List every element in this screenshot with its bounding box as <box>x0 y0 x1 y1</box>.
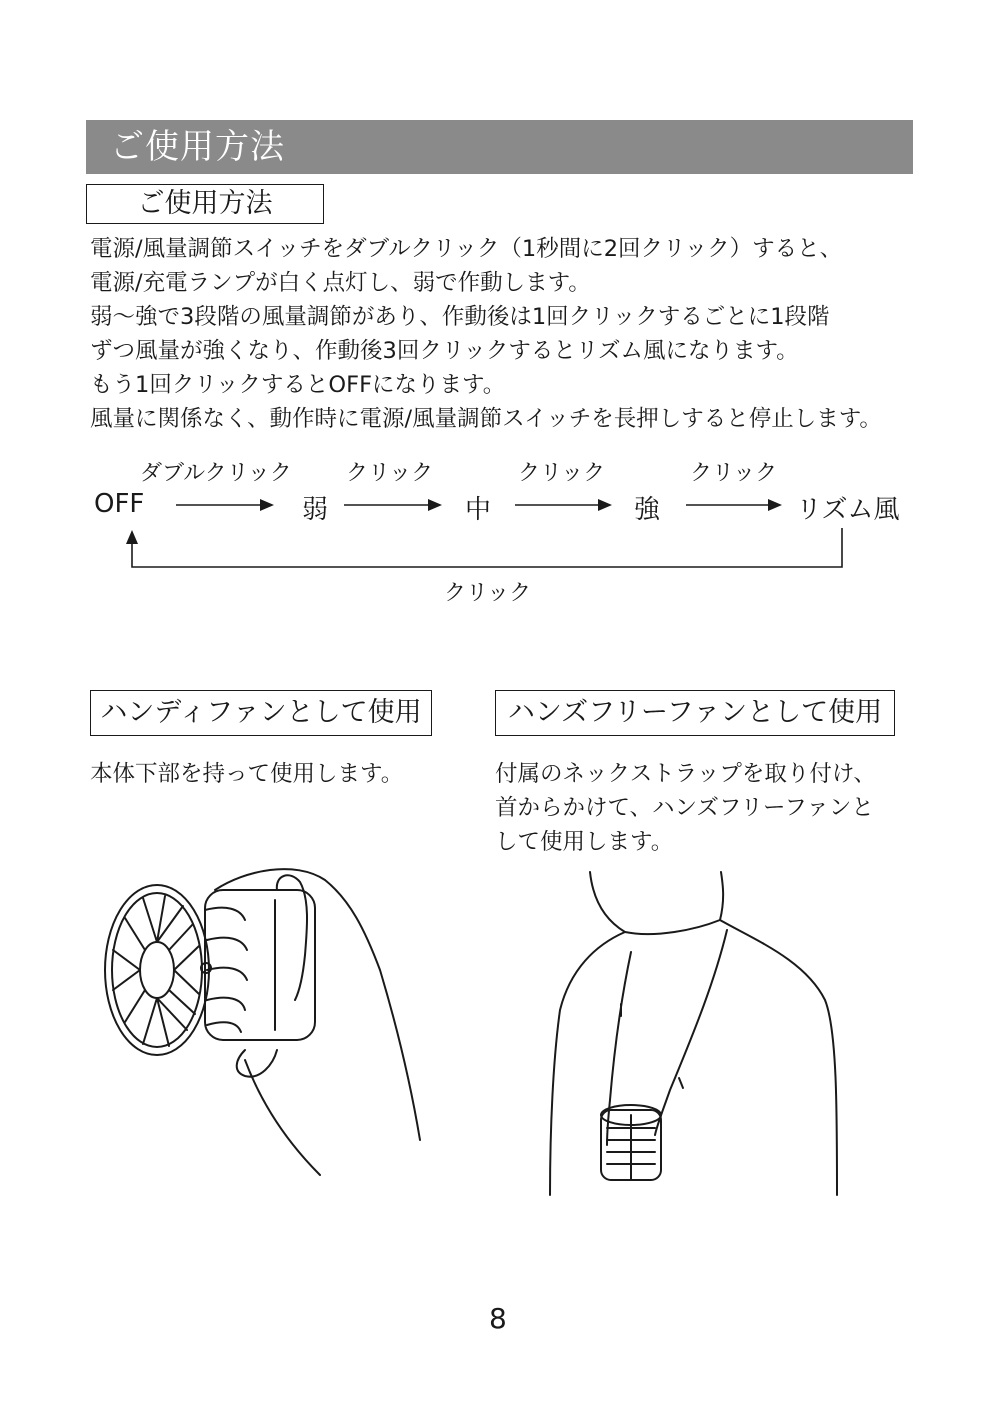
flow-label-click: クリック <box>346 461 434 486</box>
handsfree-usage-title: ハンズフリーファンとして使用 <box>495 690 895 736</box>
flow-label-double-click: ダブルクリック <box>140 461 292 486</box>
flow-arrowhead <box>598 499 612 511</box>
handsfree-line: 付属のネックストラップを取り付け、 <box>495 761 876 787</box>
flow-arrows <box>0 0 998 620</box>
instruction-line: 風量に関係なく、動作時に電源/風量調節スイッチを長押しすると停止します。 <box>90 406 882 432</box>
flow-node-rhythm: リズム風 <box>796 495 900 525</box>
instruction-line: 電源/充電ランプが白く点灯し、弱で作動します。 <box>90 270 591 296</box>
flow-return-line <box>132 528 842 567</box>
page-number: 8 <box>489 1302 507 1335</box>
flow-return-label: クリック <box>444 581 532 606</box>
flow-arrowhead <box>428 499 442 511</box>
subtitle-box: ご使用方法 <box>86 184 324 224</box>
neck-strap-illustration <box>545 860 845 1200</box>
instruction-line: もう1回クリックするとOFFになります。 <box>90 372 506 398</box>
instruction-line: ずつ風量が強くなり、作動後3回クリックするとリズム風になります。 <box>90 338 799 364</box>
flow-label-click: クリック <box>518 461 606 486</box>
handsfree-line: 首からかけて、ハンズフリーファンと <box>495 795 874 821</box>
flow-label-click: クリック <box>690 461 778 486</box>
flow-node-medium: 中 <box>465 495 492 525</box>
hand-holding-fan-illustration <box>95 860 435 1190</box>
instruction-line: 電源/風量調節スイッチをダブルクリック（1秒間に2回クリック）すると、 <box>90 236 843 262</box>
handsfree-line: して使用します。 <box>495 829 674 855</box>
handy-usage-description: 本体下部を持って使用します。 <box>90 761 404 787</box>
flow-return-arrowhead <box>126 530 138 544</box>
flow-node-weak: 弱 <box>302 495 329 525</box>
handsfree-usage-description <box>495 757 876 859</box>
flow-arrowhead <box>768 499 782 511</box>
instruction-line: 弱～強で3段階の風量調節があり、作動後は1回クリックするごとに1段階 <box>90 304 830 330</box>
flow-node-off: OFF <box>94 489 145 519</box>
flow-node-strong: 強 <box>634 495 661 525</box>
flow-arrowhead <box>260 499 274 511</box>
handy-usage-title: ハンディファンとして使用 <box>90 690 432 736</box>
banner-title: ご使用方法 <box>110 127 285 167</box>
